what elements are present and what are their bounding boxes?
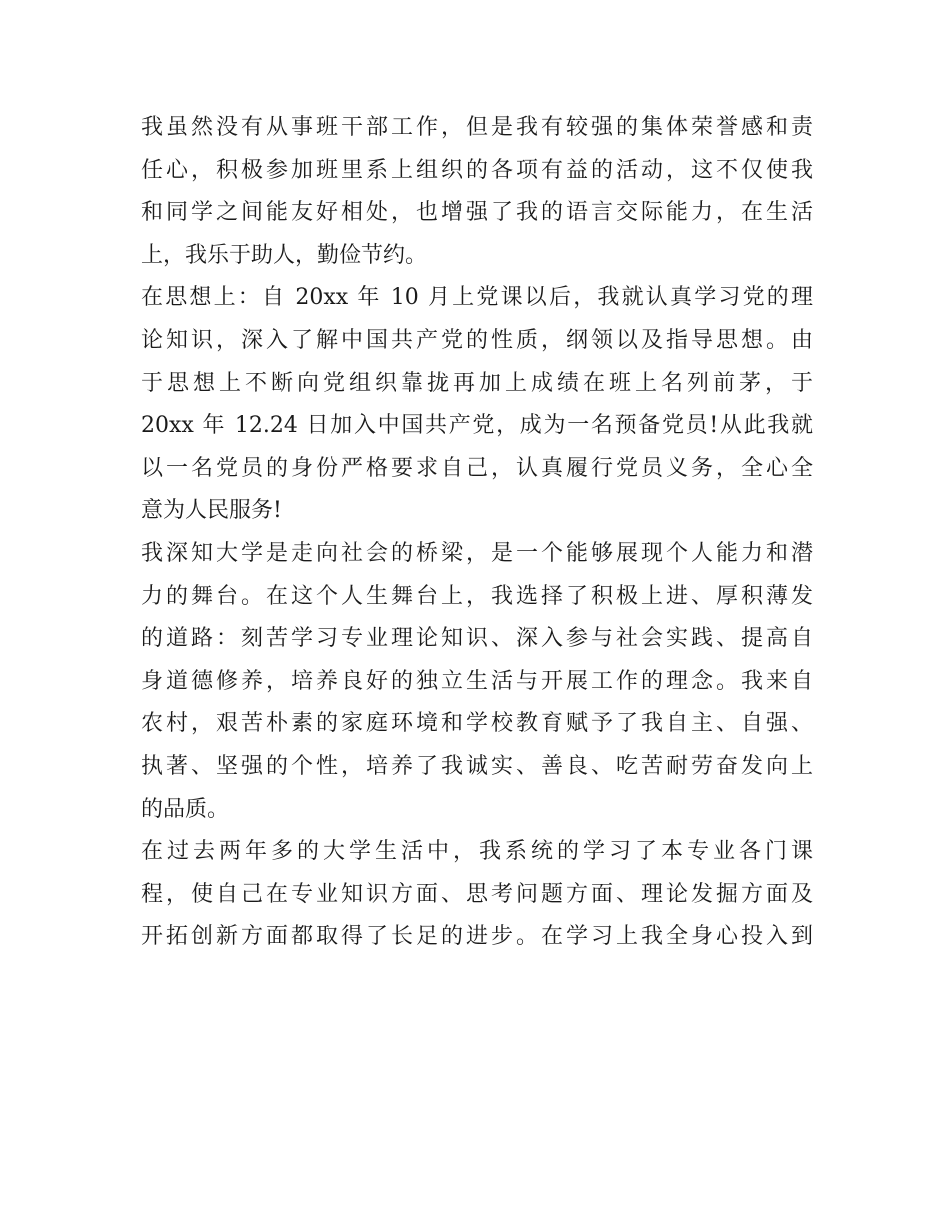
text-line: 我深知大学是走向社会的桥梁，是一个能够展现个人能力和潜 [141,540,813,566]
text-line: 程，使自己在专业知识方面、思考问题方面、理论发掘方面及 [141,881,813,907]
paragraph-class-cadre [141,107,813,277]
text-line: 于思想上不断向党组织靠拢再加上成绩在班上名列前茅，于 [141,370,813,396]
text-line: 身道德修养，培养良好的独立生活与开展工作的理念。我来自 [141,668,813,694]
text-line: 20xx 年 12.24 日加入中国共产党，成为一名预备党员!从此我就 [141,413,813,439]
text-line: 开拓创新方面都取得了长足的进步。在学习上我全身心投入到 [141,924,813,950]
document-body [141,107,813,959]
text-line: 上，我乐于助人，勤俭节约。 [141,242,428,268]
text-line: 的品质。 [141,796,230,822]
text-line: 我虽然没有从事班干部工作，但是我有较强的集体荣誉感和责 [141,115,813,140]
text-line: 执著、坚强的个性，培养了我诚实、善良、吃苦耐劳奋发向上 [141,753,813,779]
text-line: 论知识，深入了解中国共产党的性质，纲领以及指导思想。由 [141,327,813,353]
text-line: 在过去两年多的大学生活中，我系统的学习了本专业各门课 [141,839,813,865]
text-line: 任心，积极参加班里系上组织的各项有益的活动，这不仅使我 [141,157,813,183]
text-line: 力的舞台。在这个人生舞台上，我选择了积极上进、厚积薄发 [141,583,813,609]
paragraph-study-life [141,831,813,959]
text-line: 农村，艰苦朴素的家庭环境和学校教育赋予了我自主、自强、 [141,711,813,737]
text-line: 和同学之间能友好相处，也增强了我的语言交际能力，在生活 [141,200,813,226]
text-line: 的道路：刻苦学习专业理论知识、深入参与社会实践、提高自 [141,626,813,652]
paragraph-university-stage [141,533,813,831]
text-line: 在思想上：自 20xx 年 10 月上党课以后，我就认真学习党的理 [141,285,813,311]
text-line: 以一名党员的身份严格要求自己，认真履行党员义务，全心全 [141,455,813,481]
text-line: 意为人民服务! [141,498,282,524]
paragraph-ideology [141,277,813,533]
